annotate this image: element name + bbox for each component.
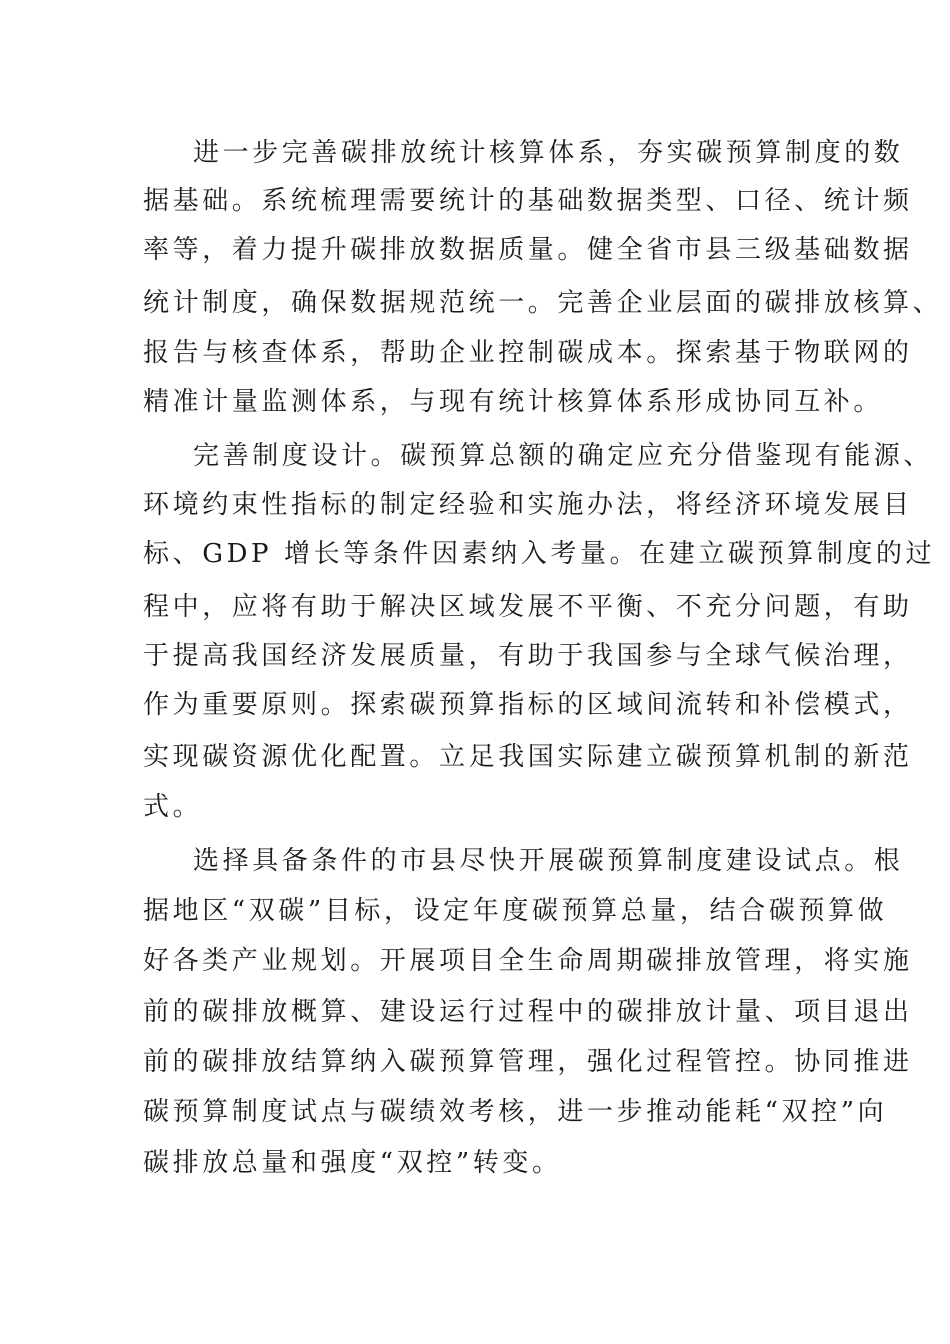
paragraph-line: 进一步完善碳排放统计核算体系，夯实碳预算制度的数 [193, 138, 904, 168]
paragraph-line: 式。 [143, 792, 203, 822]
paragraph-line: 据基础。系统梳理需要统计的基础数据类型、口径、统计频 [143, 186, 913, 216]
paragraph-line: 前的碳排放结算纳入碳预算管理，强化过程管控。协同推进 [143, 1047, 913, 1077]
paragraph-line: 前的碳排放概算、建设运行过程中的碳排放计量、项目退出 [143, 997, 913, 1027]
paragraph-line: 程中，应将有助于解决区域发展不平衡、不充分问题，有助 [143, 592, 913, 622]
paragraph-line: 实现碳资源优化配置。立足我国实际建立碳预算机制的新范 [143, 742, 913, 772]
paragraph-line: 环境约束性指标的制定经验和实施办法，将经济环境发展目 [143, 490, 913, 520]
paragraph-line: 碳排放总量和强度“双控”转变。 [143, 1148, 562, 1178]
paragraph-line: 率等，着力提升碳排放数据质量。健全省市县三级基础数据 [143, 235, 913, 265]
paragraph-line: 于提高我国经济发展质量，有助于我国参与全球气候治理， [143, 641, 913, 671]
paragraph-line: 碳预算制度试点与碳绩效考核，进一步推动能耗“双控”向 [143, 1097, 888, 1127]
paragraph-line: 精准计量监测体系，与现有统计核算体系形成协同互补。 [143, 387, 884, 417]
paragraph-line: 选择具备条件的市县尽快开展碳预算制度建设试点。根 [193, 846, 904, 876]
paragraph-line: 作为重要原则。探索碳预算指标的区域间流转和补偿模式， [143, 690, 913, 720]
paragraph-line: 标、GDP 增长等条件因素纳入考量。在建立碳预算制度的过 [143, 539, 936, 569]
paragraph-line: 好各类产业规划。开展项目全生命周期碳排放管理，将实施 [143, 946, 913, 976]
paragraph-line: 报告与核查体系，帮助企业控制碳成本。探索基于物联网的 [143, 338, 913, 368]
paragraph-line: 统计制度，确保数据规范统一。完善企业层面的碳排放核算、 [143, 288, 943, 318]
paragraph-line: 完善制度设计。碳预算总额的确定应充分借鉴现有能源、 [193, 441, 934, 471]
paragraph-line: 据地区“双碳”目标，设定年度碳预算总量，结合碳预算做 [143, 896, 888, 926]
